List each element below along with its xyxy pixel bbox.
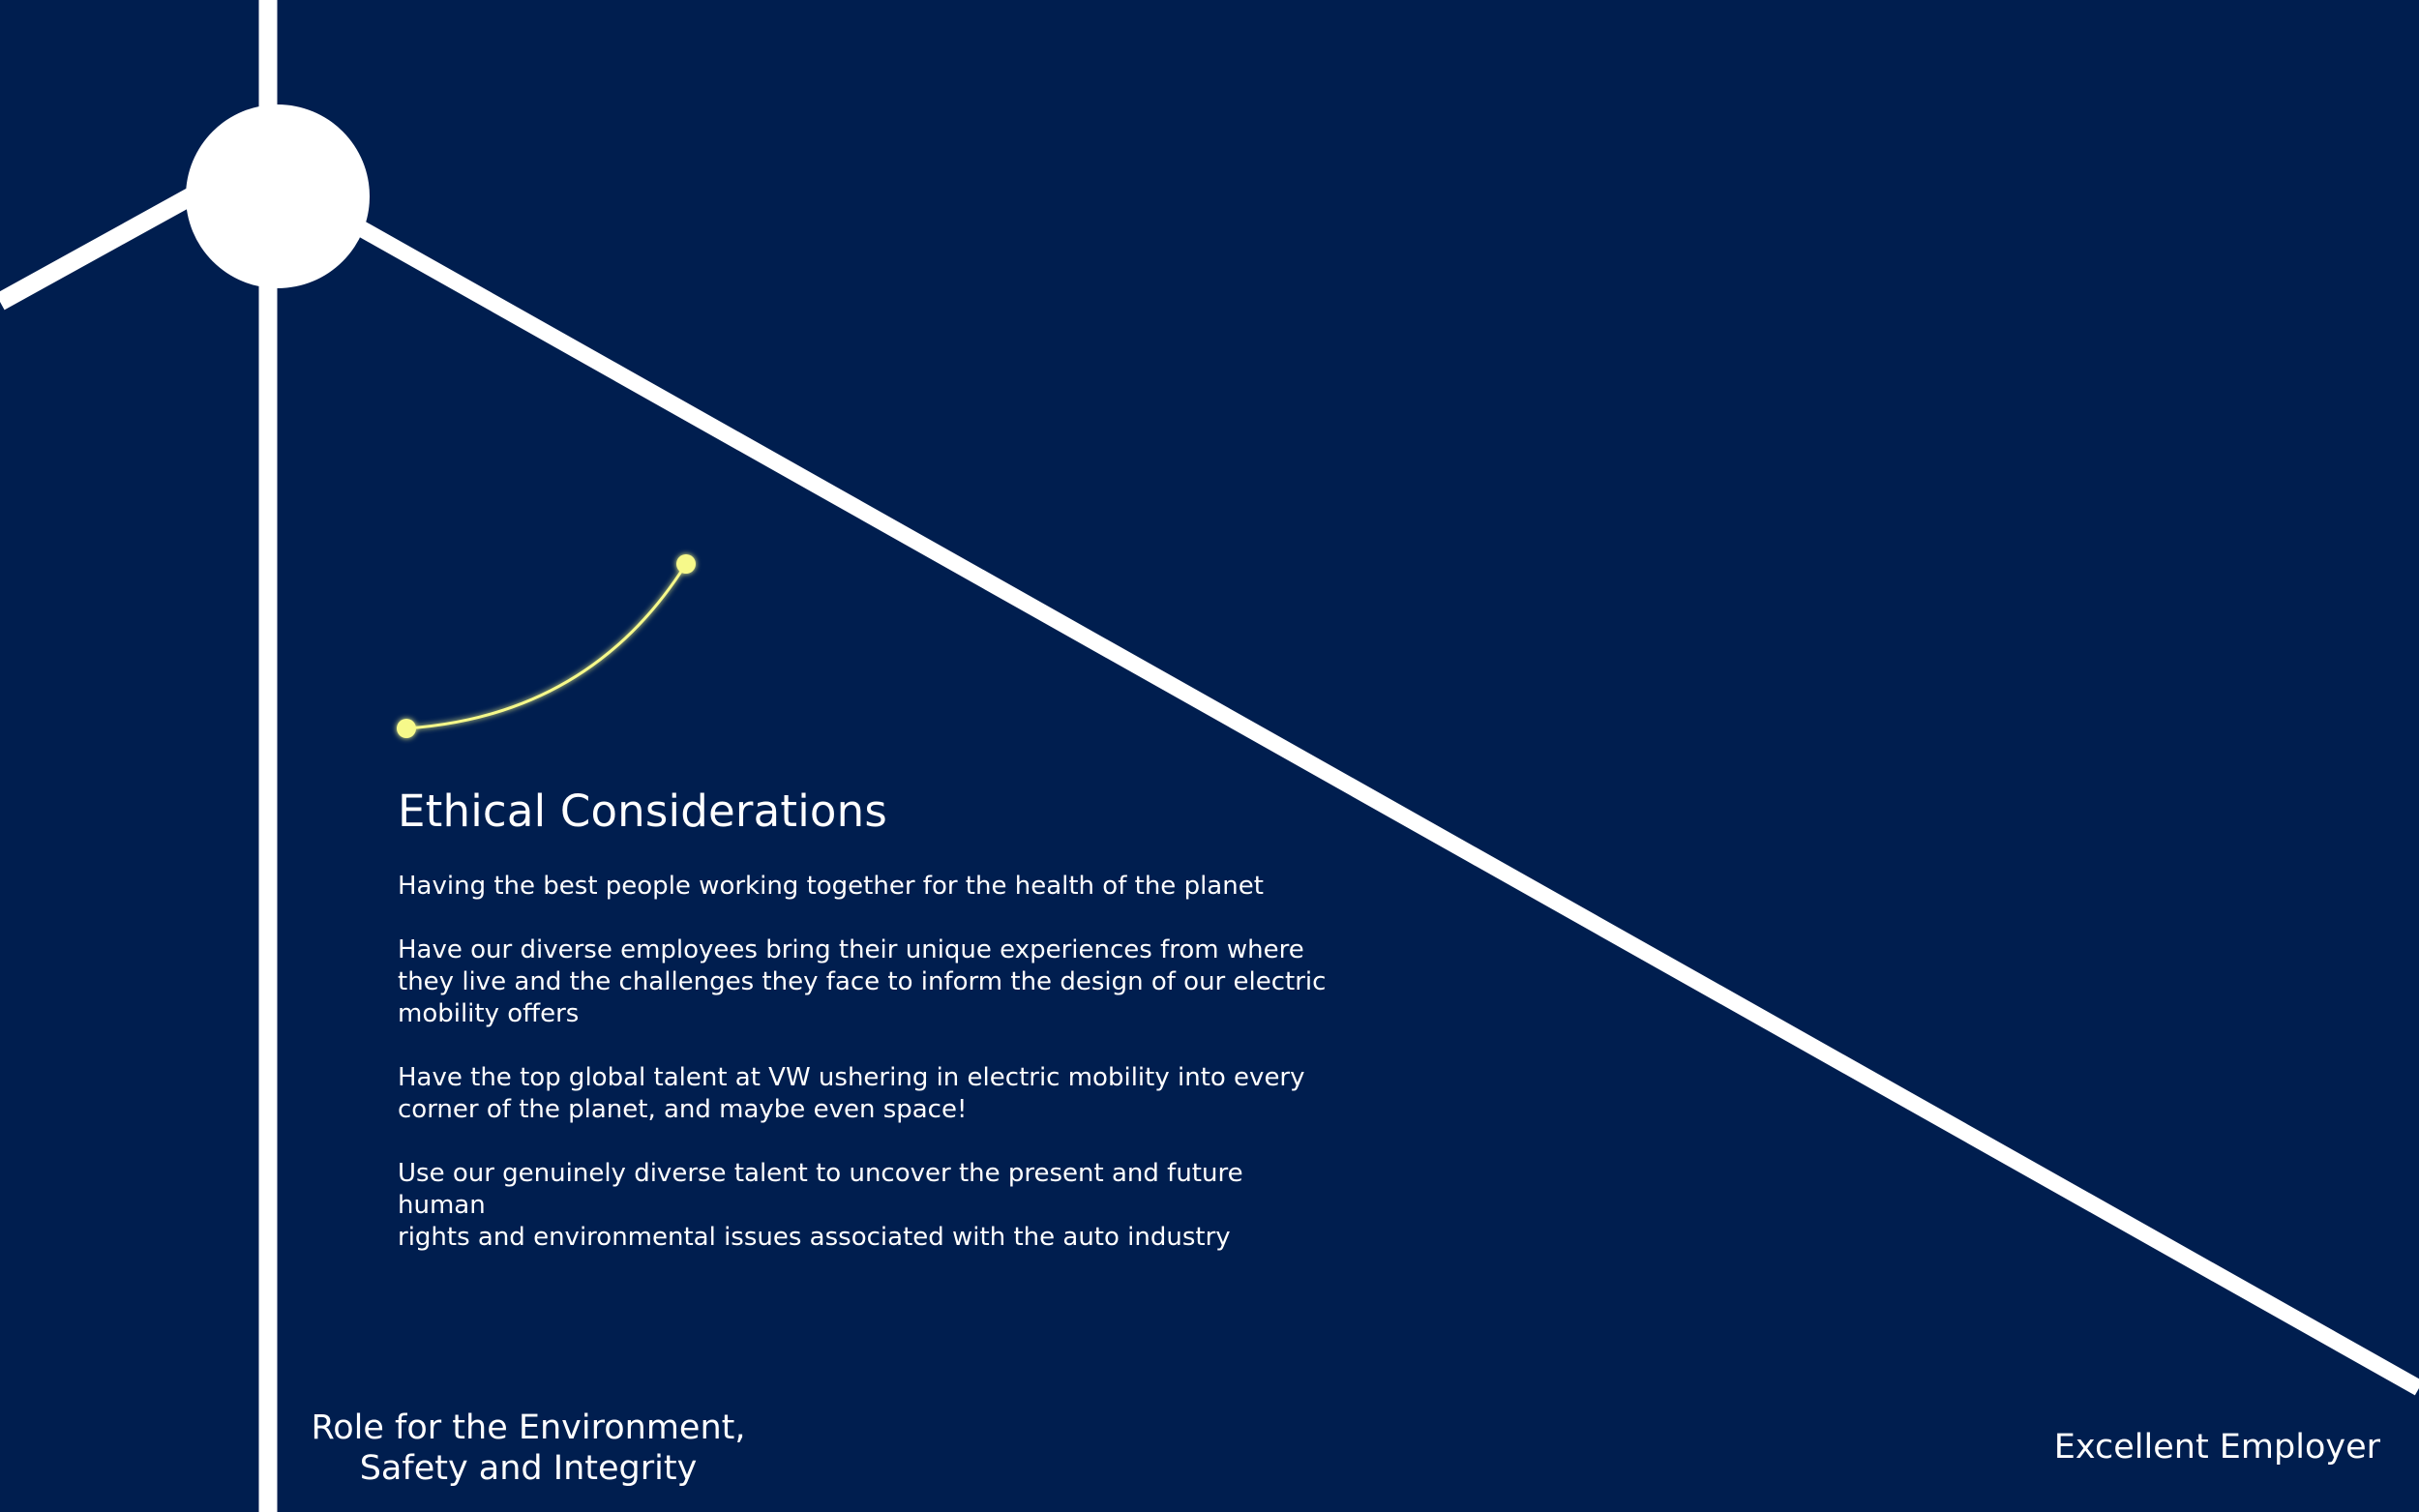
ethical-considerations-panel [398,782,1327,1286]
section-paragraph: Having the best people working together for the health of the planet [398,872,1264,901]
accent-arc-end-dot [676,554,696,574]
accent-arc-start-dot [397,719,416,738]
section-title: Ethical Considerations [398,786,888,837]
accent-arc [397,554,696,738]
section-paragraph: Have our diverse employees bring their unique experiences from where they live and the challenges they face to inform the design of our electric mobility offers [398,935,1327,1028]
section-paragraph: Have the top global talent at VW ushering in electric mobility into every corner of the planet, and maybe even space! [398,1063,1305,1124]
excellent-employer-label: Excellent Employer [2053,1428,2380,1467]
accent-arc-path [406,564,686,728]
section-paragraph: Use our genuinely diverse talent to uncover the present and future human rights and environmental issues associated with the auto industry [398,1159,1243,1252]
environment-safety-integrity-label: Role for the Environment, Safety and Integrity [311,1408,746,1488]
hub-node [186,104,370,288]
